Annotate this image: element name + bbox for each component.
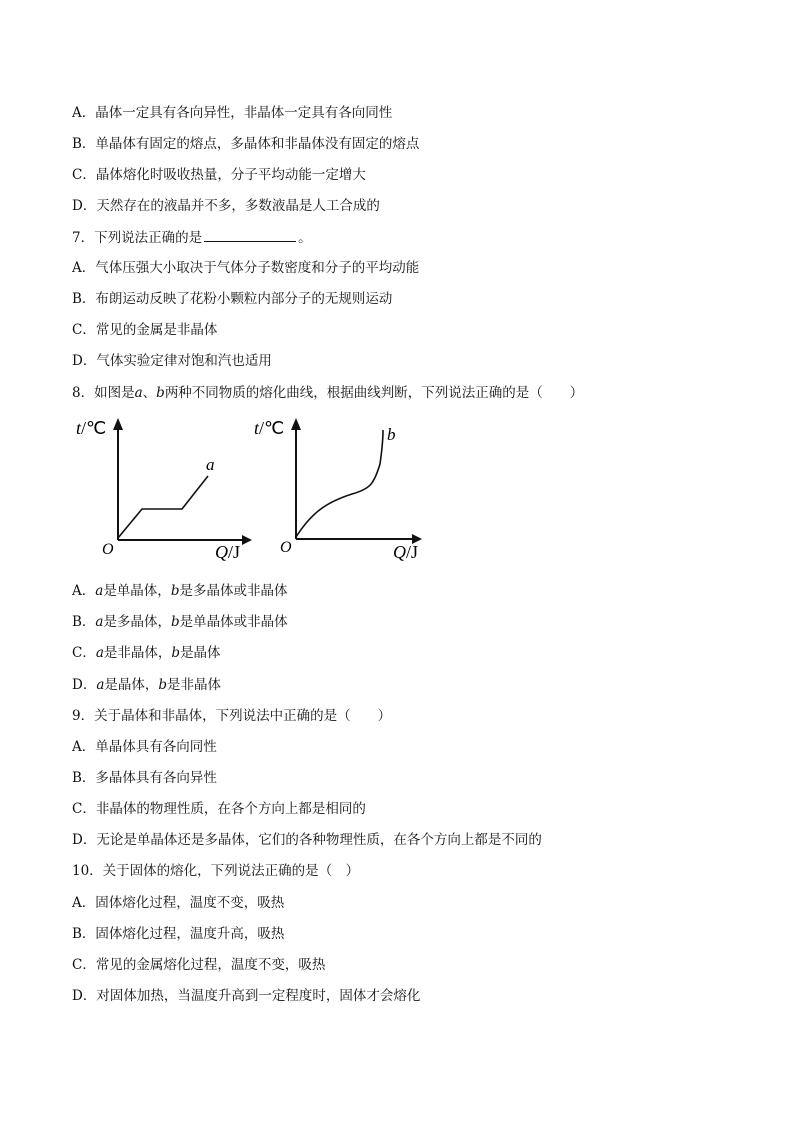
q8-option-b: B．a是多晶体，b是单晶体或非晶体	[72, 614, 288, 630]
q9-option-c: C．非晶体的物理性质，在各个方向上都是相同的	[72, 801, 366, 817]
y-axis-arrow	[291, 418, 301, 430]
curve-b-label: b	[387, 425, 396, 444]
q8-option-a: A．a是单晶体，b是多晶体或非晶体	[72, 583, 288, 599]
q7-option-d: D．气体实验定律对饱和汽也适用	[72, 353, 272, 369]
y-axis-label: t/℃	[254, 418, 285, 438]
q10-option-a: A．固体熔化过程，温度不变，吸热	[72, 895, 285, 911]
curve-a	[118, 476, 208, 538]
melting-curve-a-figure	[72, 412, 262, 564]
y-axis-label: t/℃	[76, 418, 107, 438]
q7-option-a: A．气体压强大小取决于气体分子数密度和分子的平均动能	[72, 260, 420, 276]
q8-option-c: C．a是非晶体，b是晶体	[72, 645, 221, 661]
q8-var-a: a	[134, 385, 143, 401]
q8-stem	[72, 384, 583, 402]
y-axis-arrow	[113, 418, 123, 430]
q9-option-d: D．无论是单晶体还是多晶体，它们的各种物理性质，在各个方向上都是不同的	[72, 832, 542, 848]
melting-curve-b-figure	[252, 412, 442, 564]
curve-b	[296, 430, 383, 537]
q8-stem-mid: 、	[142, 385, 157, 401]
q8-stem-pre: 8．如图是	[72, 385, 135, 401]
curve-a-label: a	[206, 455, 215, 474]
q10-stem: 10．关于固体的熔化，下列说法正确的是（ ）	[72, 863, 360, 879]
q6-option-c: C．晶体熔化时吸收热量，分子平均动能一定增大	[72, 167, 366, 183]
q7-stem-end: 。	[298, 230, 312, 246]
q8-option-d: D．a是晶体，b是非晶体	[72, 677, 222, 693]
x-axis-label: Q/J	[215, 542, 241, 562]
q7-stem	[72, 228, 312, 247]
q10-option-c: C．常见的金属熔化过程，温度不变，吸热	[72, 957, 326, 973]
q9-option-a: A．单晶体具有各向同性	[72, 739, 217, 755]
q9-stem: 9．关于晶体和非晶体，下列说法中正确的是（ ）	[72, 708, 392, 724]
q7-option-c: C．常见的金属是非晶体	[72, 322, 218, 338]
q8-var-b: b	[156, 385, 165, 401]
answer-blank	[204, 228, 296, 242]
x-axis-arrow	[242, 535, 252, 545]
q9-option-b: B．多晶体具有各向异性	[72, 770, 217, 786]
q6-option-a: A．晶体一定具有各向异性，非晶体一定具有各向同性	[72, 105, 393, 121]
q7-stem-text: 7．下列说法正确的是	[72, 230, 203, 246]
q6-option-d: D．天然存在的液晶并不多，多数液晶是人工合成的	[72, 198, 380, 214]
origin-label: O	[280, 539, 292, 556]
q8-stem-post: 两种不同物质的熔化曲线，根据曲线判断，下列说法正确的是（ ）	[164, 385, 584, 401]
q10-option-d: D．对固体加热，当温度升高到一定程度时，固体才会熔化	[72, 988, 421, 1004]
x-axis-label: Q/J	[393, 542, 419, 562]
q7-option-b: B．布朗运动反映了花粉小颗粒内部分子的无规则运动	[72, 291, 393, 307]
q10-option-b: B．固体熔化过程，温度升高，吸热	[72, 926, 285, 942]
q6-option-b: B．单晶体有固定的熔点，多晶体和非晶体没有固定的熔点	[72, 136, 420, 152]
origin-label: O	[102, 541, 114, 558]
